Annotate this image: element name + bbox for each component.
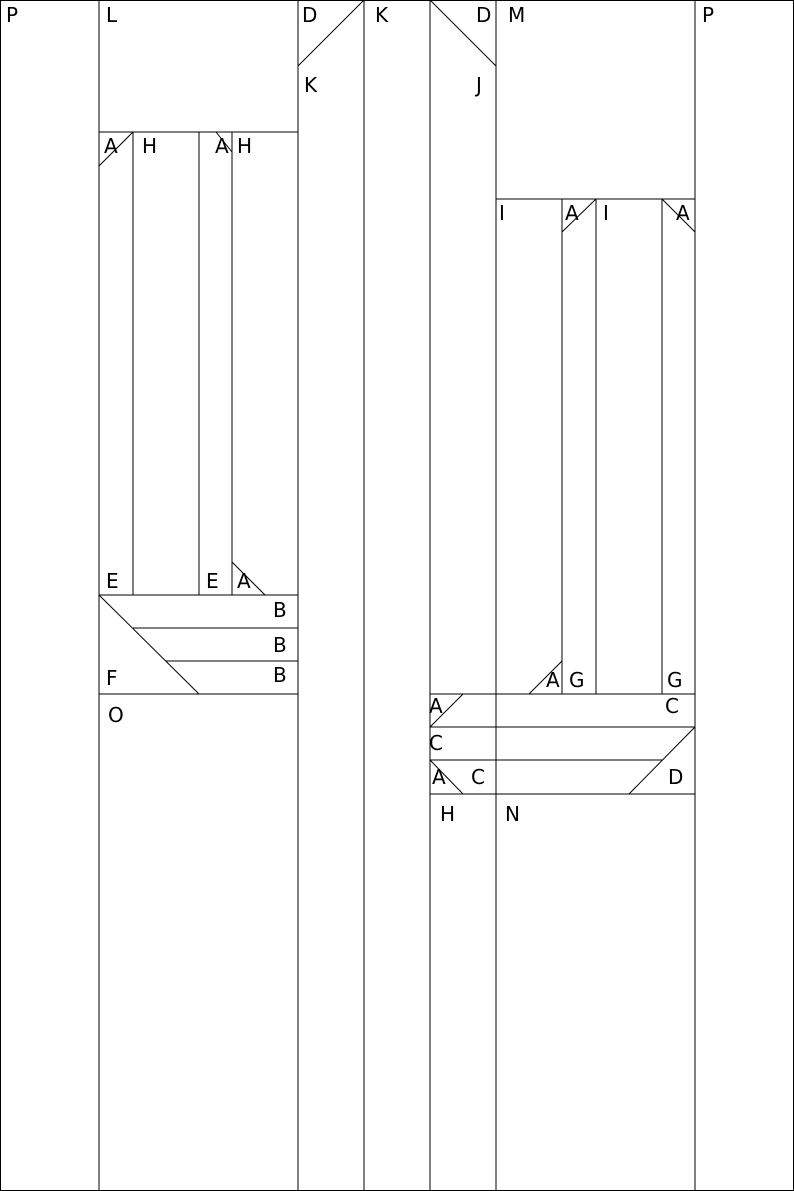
label-p-right: P <box>702 3 715 27</box>
label-c: C <box>665 694 679 718</box>
label-b: B <box>273 633 287 657</box>
label-m: M <box>508 3 526 27</box>
label-e: E <box>106 569 119 593</box>
label-a: A <box>429 694 443 718</box>
label-i: I <box>499 201 505 225</box>
label-c: C <box>471 765 485 789</box>
label-d: D <box>668 765 684 789</box>
label-i: I <box>603 201 609 225</box>
label-g: G <box>667 668 683 692</box>
label-a: A <box>215 134 229 158</box>
label-k-top: K <box>375 3 389 27</box>
label-h: H <box>142 134 158 158</box>
label-a: A <box>676 201 690 225</box>
label-h: H <box>237 134 253 158</box>
label-j: J <box>476 73 482 97</box>
label-k-side: K <box>304 73 318 97</box>
label-h: H <box>440 802 456 826</box>
label-a: A <box>546 668 560 692</box>
label-c: C <box>429 731 443 755</box>
label-b: B <box>273 663 287 687</box>
label-o: O <box>108 703 124 727</box>
label-p-left: P <box>6 3 19 27</box>
label-l: L <box>106 3 118 27</box>
label-d-left: D <box>302 3 318 27</box>
label-b: B <box>273 598 287 622</box>
label-d-right: D <box>476 3 492 27</box>
label-a: A <box>432 765 446 789</box>
label-a: A <box>565 201 579 225</box>
label-f: F <box>106 666 118 690</box>
label-n: N <box>505 802 520 826</box>
label-g: G <box>569 668 585 692</box>
label-a: A <box>237 569 251 593</box>
label-a: A <box>104 134 118 158</box>
label-e: E <box>206 569 219 593</box>
